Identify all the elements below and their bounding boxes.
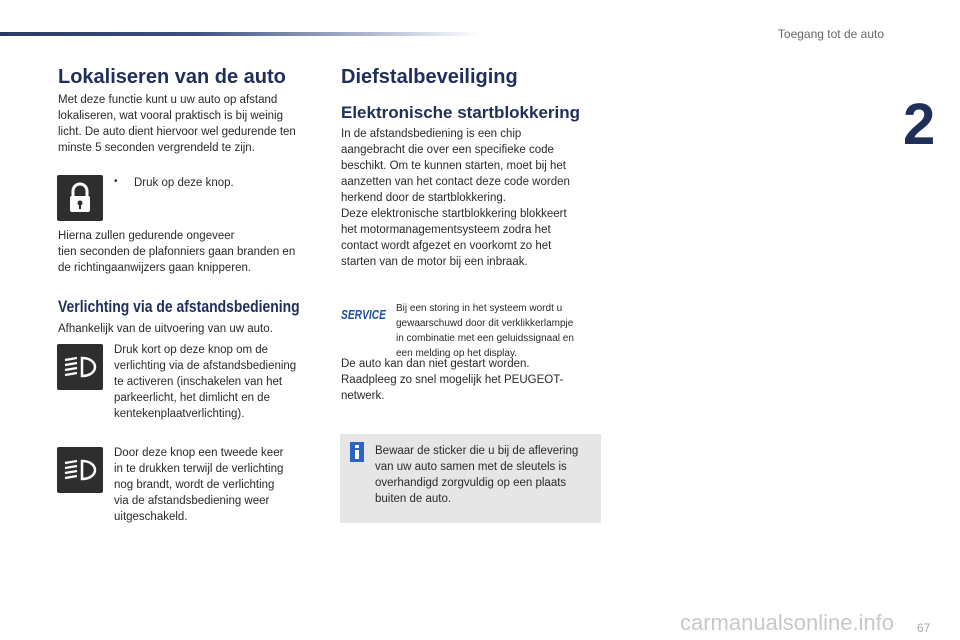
service-icon [341, 305, 387, 323]
section-title: Diefstalbeveiliging [341, 66, 518, 88]
immobilizer-title: Elektronische startblokkering [341, 103, 581, 122]
after-service-text: De auto kan dan niet gestart worden. Raadpleeg zo snel mogelijk het PEUGEOT- netwerk. [341, 358, 564, 402]
lighting-off-text: Door deze knop een tweede keer in te drukken terwijl de verlichting nog brandt, wordt de verlichting via de afstandsbediening weer uitgeschakeld. [114, 447, 284, 523]
page-title: Lokaliseren van de auto [58, 66, 286, 88]
service-note: Bij een storing in het systeem wordt u gewaarschuwd door dit verklikkerlampje in combinatie met een geluidssignaal en een melding op het display. [396, 303, 574, 359]
lighting-on-text: Druk kort op deze knop om de verlichting via de afstandsbediening te activeren (inschakelen van het parkeerlicht, het dimlicht en de kentekenplaatverlichting). [114, 344, 297, 420]
headlight-icon [57, 447, 103, 493]
lock-icon [57, 175, 103, 221]
chapter-number: 2 [903, 92, 936, 157]
lighting-title: Verlichting via de afstandsbediening [58, 297, 300, 316]
service-label: SERVICE [341, 308, 387, 322]
lighting-intro: Afhankelijk van de uitvoering van uw auto. [58, 323, 273, 335]
locate-intro: Met deze functie kunt u uw auto op afstand lokaliseren, wat vooral praktisch is bij weinig licht. De auto dient hiervoor wel gedurende ten minste 5 seconden vergrendeld te zijn. [58, 94, 296, 154]
immobilizer-body: In de afstandsbediening is een chip aangebracht die over een specifieke code beschikt. Om te kunnen starten, moet bij het aanzetten van het contact deze code worden herkend door de startblokkering. Deze elektronische startblokkering blokkeert het motormanagementsysteem zodra het contact wordt afgezet en voorkomt zo het starten van de motor bij een inbraak. [341, 128, 570, 268]
info-text: Bewaar de sticker die u bij de aflevering van uw auto samen met de sleutels is overhandigd zorgvuldig op een plaats buiten de auto. [375, 445, 579, 505]
bullet-marker: • [114, 176, 118, 187]
info-icon [350, 442, 364, 462]
watermark: carmanualsonline.info [680, 610, 895, 635]
headlight-icon [57, 344, 103, 390]
section-label: Toegang tot de auto [777, 27, 884, 41]
locate-result: Hierna zullen gedurende ongeveer tien seconden de plafonniers gaan branden en de richtingaanwijzers gaan knipperen. [58, 230, 296, 274]
lock-instruction: Druk op deze knop. [134, 177, 234, 189]
header-bar [0, 32, 480, 36]
page-number: 67 [917, 621, 931, 635]
